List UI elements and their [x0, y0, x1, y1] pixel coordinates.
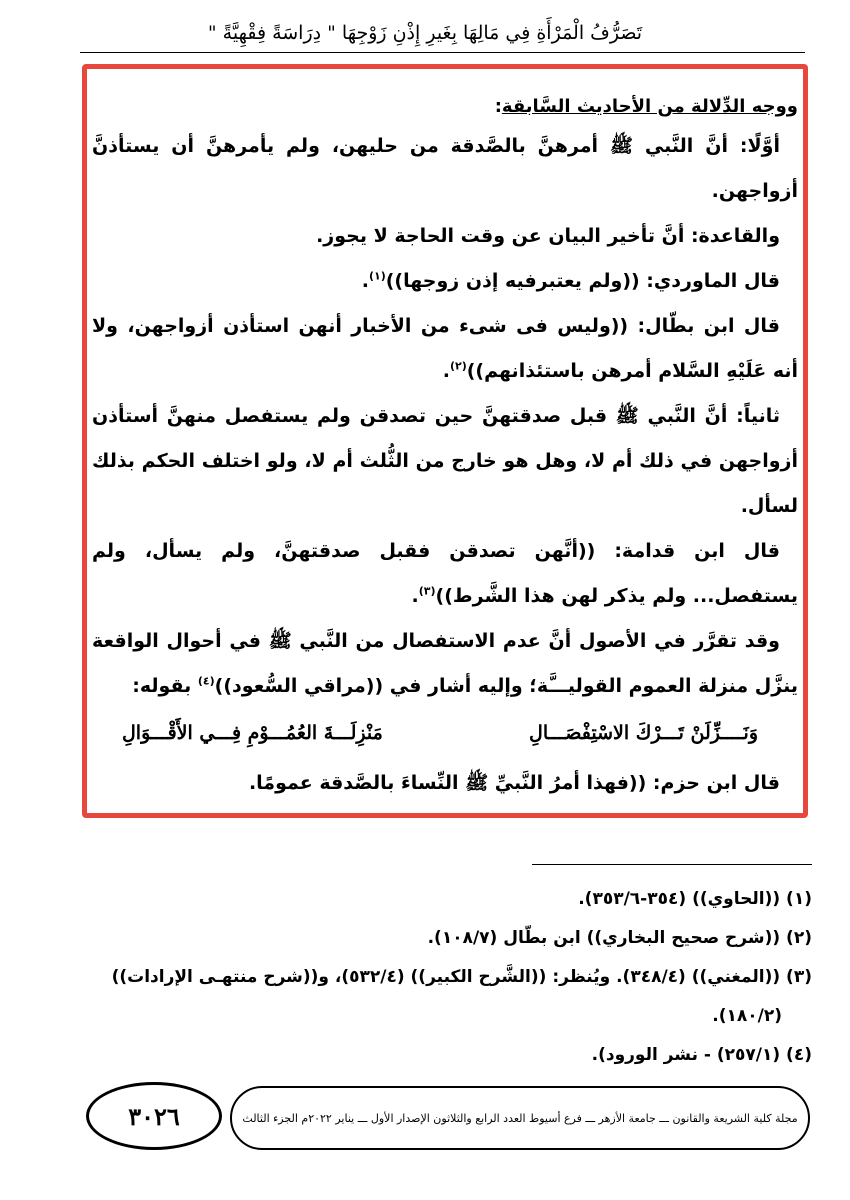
footnote-4: (٤) (٢٥٧/١) - نشر الورود). — [591, 1045, 812, 1065]
ibn-qudama-end: . — [411, 585, 419, 607]
verse-first-hemistich: وَنَــــزِّلَنْ تَـــرْكَ الاسْتِفْصَـــالِ — [529, 722, 758, 744]
first-point-label: أوَّلًا: — [739, 135, 780, 157]
footnote-ref-4: (٤) — [197, 674, 215, 688]
section-heading-text: ووجه الدِّلالة من الأحاديث السَّابقة — [501, 96, 798, 117]
footnote-ref-1: (١) — [368, 269, 386, 283]
ibn-battal-quote: قال ابن بطّال: ((وليس فى شىء من الأخبار أنهن استأذن أزواجهن، ولا أنه عَلَيْهِ السَّلام أمرهن باستئذانهم)) — [92, 315, 798, 382]
ibn-hazm-quote: قال ابن حزم: ((فهذا أمرُ النَّبيِّ ﷺ النِّساءَ بالصَّدقة عمومًا. — [248, 772, 780, 794]
rule-text: والقاعدة: أنَّ تأخير البيان عن وقت الحاجة لا يجوز. — [316, 225, 780, 247]
main-text — [92, 90, 798, 806]
running-title: تَصَرُّفُ الْمَرْأَةِ فِي مَالِهَا بِغَيرِ إِذْنِ زَوْجِهَا " دِرَاسَةً فِقْهِيَّةً " — [207, 22, 643, 44]
page-number: ٣٠٢٦ — [86, 1082, 222, 1150]
footnotes — [92, 880, 812, 1075]
paragraph-ibn-qudama — [92, 529, 798, 619]
paragraph-mawardi — [92, 259, 798, 304]
first-point-text: أنَّ النَّبي ﷺ أمرهنَّ بالصَّدقة من حليهن، ولم يأمرهنَّ أن يستأذنَّ أزواجهن. — [92, 135, 798, 202]
ibn-qudama-quote: قال ابن قدامة: ((أنَّهن تصدقن فقبل صدقتهنَّ، ولم يسأل، ولم يستفصل... ولم يذكر لهن هذا الشَّرط)) — [92, 540, 798, 607]
footnote-ref-3: (٣) — [418, 584, 436, 598]
paragraph-ibn-battal — [92, 304, 798, 394]
header-divider — [80, 52, 805, 53]
usul-text-end: بقوله: — [132, 675, 198, 697]
mawardi-end: . — [361, 270, 369, 292]
journal-footer — [230, 1086, 810, 1150]
footnote-2: (٢) ((شرح صحيح البخاري)) ابن بطّال (١٠٨/٧). — [427, 928, 812, 948]
footnote-3-continuation: (١٨٠/٢). — [712, 1006, 782, 1026]
verse-second-hemistich: مَنْزِلَـــةَ العُمُـــوْمِ فِـــي الأَقْـــوَالِ — [122, 722, 383, 744]
paragraph-usul — [92, 619, 798, 709]
section-heading — [92, 90, 798, 124]
second-point-text: أنَّ النَّبي ﷺ قبل صدقتهنَّ حين تصدقن ولم يستفصل منهنَّ أستأذن أزواجهن في ذلك أم لا، وهل هو خارج من الثُّلث أم لا، ولو اختلف الحكم بذلك لسأل. — [92, 405, 798, 517]
paragraph-ibn-hazm — [92, 761, 798, 806]
footnote-1: (١) ((الحاوي)) (٣٥٤-٣٥٣/٦). — [578, 889, 812, 909]
poetry-verse — [92, 713, 798, 753]
paragraph-first-point — [92, 124, 798, 214]
footnote-divider — [532, 864, 812, 865]
footnote-3: (٣) ((المغني)) (٣٤٨/٤). ويُنظر: ((الشَّرح الكبير)) (٥٣٢/٤)، و((شرح منتهـى الإرادات)) — [111, 967, 812, 987]
usul-text: وقد تقرَّر في الأصول أنَّ عدم الاستفصال من النَّبي ﷺ في أحوال الواقعة ينزَّل منزلة العموم القوليـــَّة؛ وإليه أشار في ((مراقي السُّعود)) — [92, 630, 798, 697]
section-heading-colon: : — [494, 96, 502, 117]
second-point-label: ثانياً: — [736, 405, 780, 427]
footnote-ref-2: (٢) — [449, 359, 467, 373]
paragraph-second-point — [92, 394, 798, 529]
paragraph-rule — [92, 214, 798, 259]
mawardi-quote: قال الماوردي: ((ولم يعتبرفيه إذن زوجها)) — [385, 270, 780, 292]
journal-info: مجلة كلية الشريعة والقانون ـــ جامعة الأزهر ـــ فرع أسيوط العدد الرابع والثلاثون الإصدار الأول ـــ يناير ٢٠٢٢م الجزء الثالث — [242, 1111, 798, 1125]
ibn-battal-end: . — [442, 360, 450, 382]
